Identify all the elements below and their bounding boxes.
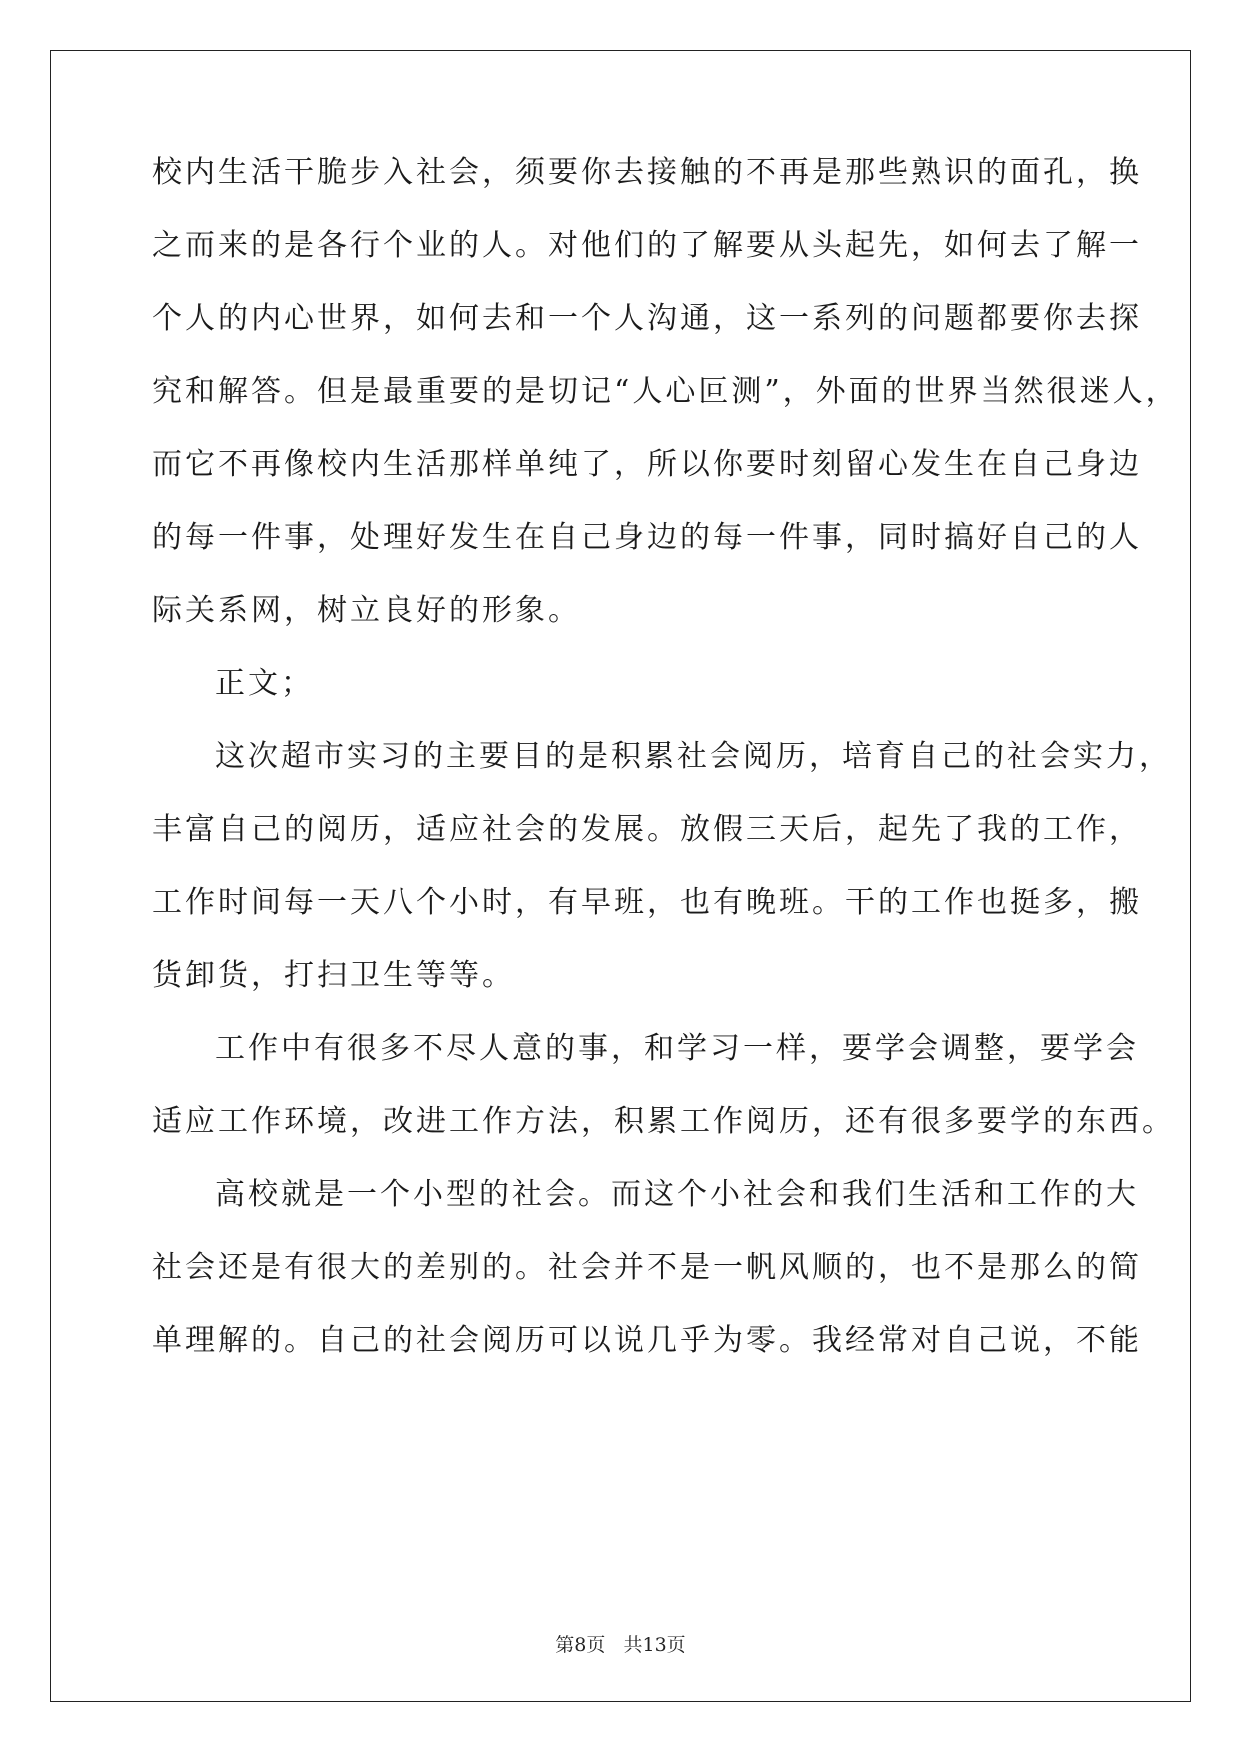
text-line: 工作中有很多不尽人意的事，和学习一样，要学会调整，要学会 xyxy=(215,1031,1139,1066)
text-line: 丰富自己的阅历，适应社会的发展。放假三天后，起先了我的工作， xyxy=(152,812,1142,847)
text-line: 之而来的是各行个业的人。对他们的了解要从头起先，如何去了解一 xyxy=(152,228,1142,263)
text-line: 究和解答。但是最重要的是切记“人心叵测”，外面的世界当然很迷人， xyxy=(152,374,1179,409)
text-line: 社会还是有很大的差别的。社会并不是一帆风顺的，也不是那么的简 xyxy=(152,1250,1142,1285)
page-indicator: 第8页 共13页 xyxy=(555,1634,686,1656)
text-line: 高校就是一个小型的社会。而这个小社会和我们生活和工作的大 xyxy=(215,1177,1139,1212)
section-heading: 正文； xyxy=(215,666,314,701)
text-line: 际关系网，树立良好的形象。 xyxy=(152,593,581,628)
text-line: 校内生活干脆步入社会，须要你去接触的不再是那些熟识的面孔，换 xyxy=(152,155,1142,190)
page-border xyxy=(50,50,1191,1702)
text-line: 工作时间每一天八个小时，有早班，也有晚班。干的工作也挺多，搬 xyxy=(152,885,1142,920)
text-line: 适应工作环境，改进工作方法，积累工作阅历，还有很多要学的东西。 xyxy=(152,1104,1175,1139)
text-line: 这次超市实习的主要目的是积累社会阅历，培育自己的社会实力， xyxy=(215,739,1172,774)
text-line: 单理解的。自己的社会阅历可以说几乎为零。我经常对自己说，不能 xyxy=(152,1323,1142,1358)
text-line: 的每一件事，处理好发生在自己身边的每一件事，同时搞好自己的人 xyxy=(152,520,1142,555)
text-line: 货卸货，打扫卫生等等。 xyxy=(152,958,515,993)
text-line: 个人的内心世界，如何去和一个人沟通，这一系列的问题都要你去探 xyxy=(152,301,1142,336)
text-line: 而它不再像校内生活那样单纯了，所以你要时刻留心发生在自己身边 xyxy=(152,447,1142,482)
